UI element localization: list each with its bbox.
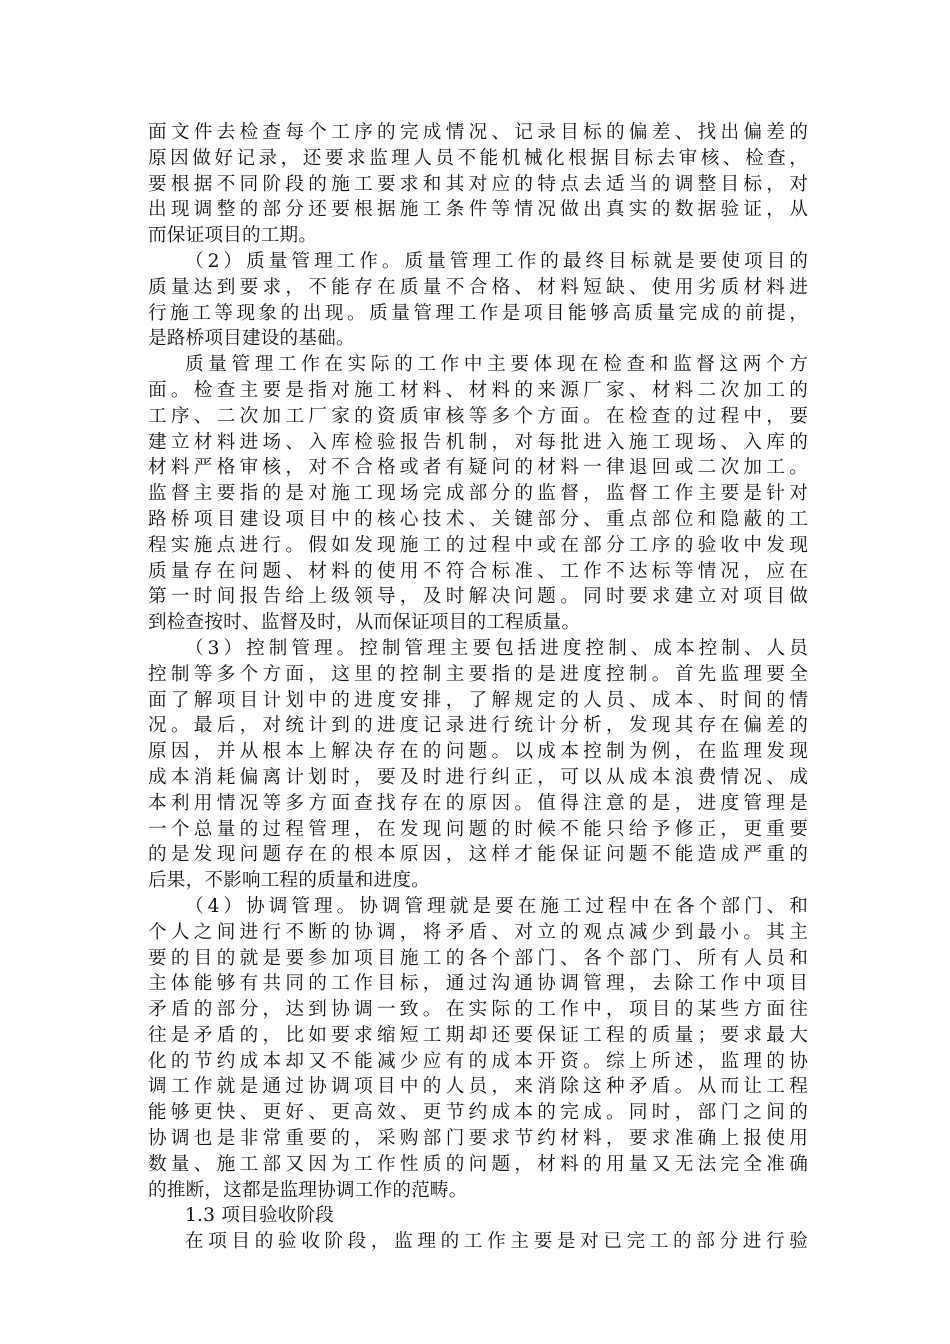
text-line: 程实施点进行。假如发现施工的过程中或在部分工序的验收中发现 bbox=[148, 534, 808, 556]
text-line: 面文件去检查每个工序的完成情况、记录目标的偏差、找出偏差的 bbox=[148, 122, 808, 143]
text-line: 况。最后，对统计到的进度记录进行统计分析，发现其存在偏差的 bbox=[148, 715, 808, 737]
text-line: 建立材料进场、入库检验报告机制，对每批进入施工现场、入库的 bbox=[148, 431, 808, 453]
text-line: 本利用情况等多方面查找存在的原因。值得注意的是，进度管理是 bbox=[148, 792, 808, 814]
text-line: 个人之间进行不断的协调，将矛盾、对立的观点减少到最小。其主 bbox=[148, 921, 808, 943]
text-line: （2）质量管理工作。质量管理工作的最终目标就是要使项目的 bbox=[185, 250, 808, 272]
text-line: 数量、施工部又因为工作性质的问题，材料的用量又无法完全准确 bbox=[148, 1153, 808, 1175]
text-line: （4）协调管理。协调管理就是要在施工过程中在各个部门、和 bbox=[185, 895, 808, 917]
text-line: 工序、二次加工厂家的资质审核等多个方面。在检查的过程中，要 bbox=[148, 405, 808, 427]
text-line: 成本消耗偏离计划时，要及时进行纠正，可以从成本浪费情况、成 bbox=[148, 766, 808, 788]
text-line: 材料严格审核，对不合格或者有疑问的材料一律退回或二次加工。 bbox=[148, 457, 808, 479]
text-line: 路桥项目建设项目中的核心技术、关键部分、重点部位和隐蔽的工 bbox=[148, 508, 808, 530]
text-line: 一个总量的过程管理，在发现问题的时候不能只给予修正，更重要 bbox=[148, 818, 808, 840]
text-line: 而保证项目的工期。 bbox=[148, 225, 318, 247]
text-line: 监督主要指的是对施工现场完成部分的监督，监督工作主要是针对 bbox=[148, 483, 808, 505]
document-body bbox=[148, 120, 808, 1255]
text-line: 化的节约成本却又不能减少应有的成本开资。综上所述，监理的协 bbox=[148, 1050, 808, 1072]
text-line: 主体能够有共同的工作目标，通过沟通协调管理，去除工作中项目 bbox=[148, 973, 808, 995]
text-line: 要根据不同阶段的施工要求和其对应的特点去适当的调整目标，对 bbox=[148, 173, 808, 195]
text-line: （3）控制管理。控制管理主要包括进度控制、成本控制、人员 bbox=[185, 637, 808, 659]
text-line: 面。检查主要是指对施工材料、材料的来源厂家、材料二次加工的 bbox=[148, 379, 808, 401]
text-line: 控制等多个方面，这里的控制主要指的是进度控制。首先监理要全 bbox=[148, 663, 808, 685]
text-line: 1.3 项目验收阶段 bbox=[185, 1205, 335, 1227]
text-line: 质量管理工作在实际的工作中主要体现在检查和监督这两个方 bbox=[185, 354, 808, 376]
text-line: 的是发现问题存在的根本原因，这样才能保证问题不能造成严重的 bbox=[148, 844, 808, 866]
text-line: 矛盾的部分，达到协调一致。在实际的工作中，项目的某些方面往 bbox=[148, 999, 808, 1021]
text-line: 要的目的就是要参加项目施工的各个部门、各个部门、所有人员和 bbox=[148, 947, 808, 969]
text-line: 出现调整的部分还要根据施工条件等情况做出真实的数据验证，从 bbox=[148, 199, 808, 221]
text-line: 往是矛盾的，比如要求缩短工期却还要保证工程的质量；要求最大 bbox=[148, 1024, 808, 1046]
text-line: 面了解项目计划中的进度安排，了解规定的人员、成本、时间的情 bbox=[148, 689, 808, 711]
text-line: 到检查按时、监督及时，从而保证项目的工程质量。 bbox=[148, 612, 581, 634]
text-line: 能够更快、更好、更高效、更节约成本的完成。同时，部门之间的 bbox=[148, 1102, 808, 1124]
text-line: 在项目的验收阶段，监理的工作主要是对已完工的部分进行验 bbox=[185, 1231, 808, 1253]
text-line: 调工作就是通过协调项目中的人员，来消除这种矛盾。从而让工程 bbox=[148, 1076, 808, 1098]
text-line: 是路桥项目建设的基础。 bbox=[148, 328, 355, 350]
text-line: 行施工等现象的出现。质量管理工作是项目能够高质量完成的前提， bbox=[148, 302, 808, 324]
text-line: 原因，并从根本上解决存在的问题。以成本控制为例，在监理发现 bbox=[148, 741, 808, 763]
text-line: 后果，不影响工程的质量和进度。 bbox=[148, 870, 430, 892]
text-line: 原因做好记录，还要求监理人员不能机械化根据目标去审核、检查， bbox=[148, 147, 808, 169]
text-line: 质量存在问题、材料的使用不符合标准、工作不达标等情况，应在 bbox=[148, 560, 808, 582]
text-line: 的推断，这都是监理协调工作的范畴。 bbox=[148, 1179, 468, 1201]
text-line: 质量达到要求，不能存在质量不合格、材料短缺、使用劣质材料进 bbox=[148, 276, 808, 298]
text-line: 协调也是非常重要的，采购部门要求节约材料，要求准确上报使用 bbox=[148, 1128, 808, 1150]
text-line: 第一时间报告给上级领导，及时解决问题。同时要求建立对项目做 bbox=[148, 586, 808, 608]
